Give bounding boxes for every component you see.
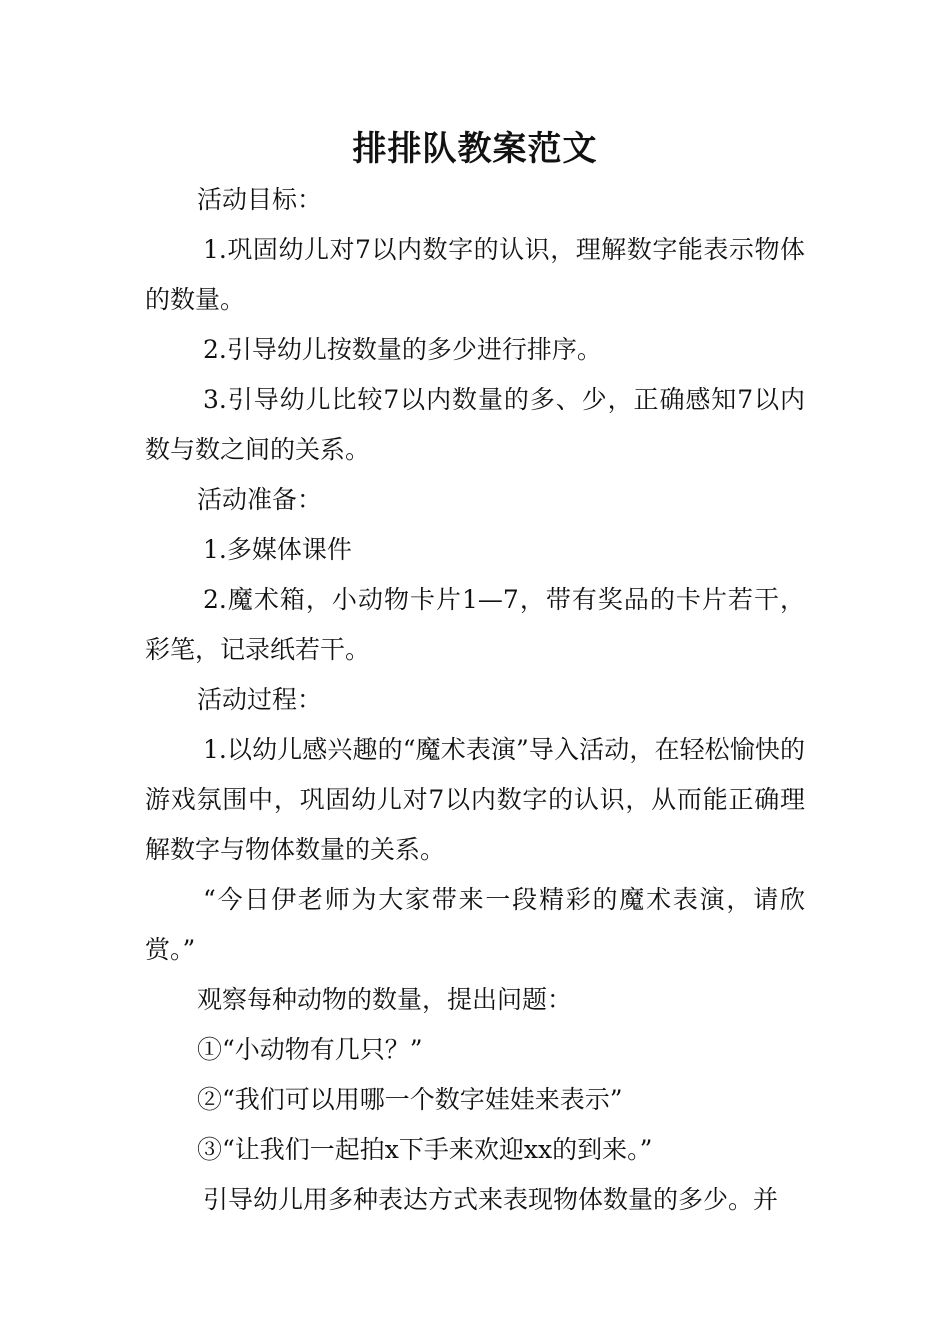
paragraph-preparation-1: 1.多媒体课件: [203, 535, 352, 564]
paragraph-goal-1: 1.巩固幼儿对7以内数字的认识，理解数字能表示物体的数量。: [145, 235, 805, 314]
section-heading-preparation: 活动准备：: [197, 485, 323, 514]
paragraph-question-3: ③“让我们一起拍x下手来欢迎xx的到来。”: [197, 1135, 653, 1164]
section-heading-process: 活动过程：: [197, 685, 323, 714]
paragraph-goal-3: 3.引导幼儿比较7以内数量的多、少，正确感知7以内数与数之间的关系。: [145, 385, 805, 464]
paragraph-observe: 观察每种动物的数量，提出问题：: [197, 985, 573, 1014]
paragraph-process-1: 1.以幼儿感兴趣的“魔术表演”导入活动，在轻松愉快的游戏氛围中，巩固幼儿对7以内数字的认识，从而能正确理解数字与物体数量的关系。: [145, 735, 805, 864]
paragraph-question-1: ①“小动物有几只？”: [197, 1035, 423, 1064]
document-title: 排排队教案范文: [352, 129, 598, 169]
section-heading-goals: 活动目标：: [197, 185, 323, 214]
document-body: [145, 175, 805, 1225]
paragraph-guide: 引导幼儿用多种表达方式来表现物体数量的多少。并: [203, 1185, 779, 1214]
paragraph-quote: “今日伊老师为大家带来一段精彩的魔术表演，请欣赏。”: [145, 885, 805, 964]
paragraph-preparation-2: 2.魔术箱，小动物卡片1—7，带有奖品的卡片若干，彩笔，记录纸若干。: [145, 585, 805, 664]
paragraph-question-2: ②“我们可以用哪一个数字娃娃来表示”: [197, 1085, 623, 1114]
paragraph-goal-2: 2.引导幼儿按数量的多少进行排序。: [203, 335, 602, 364]
